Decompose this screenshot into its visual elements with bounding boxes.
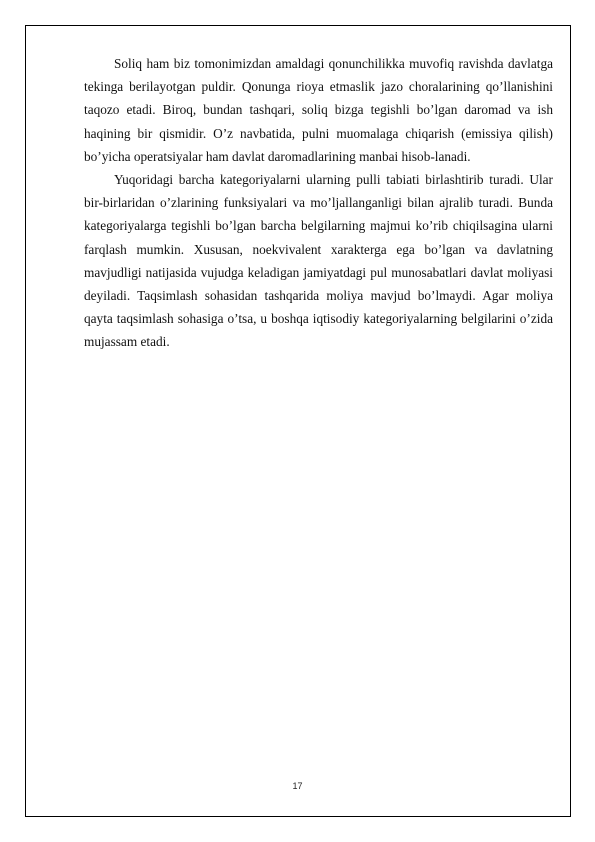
paragraph-1: Soliq ham biz tomonimizdan amaldagi qonunchilikka muvofiq ravishda davlatga tekinga berilayotgan puldir. Qonunga rioya etmaslik jazo choralarining qo’llanishini taqozo etadi. Biroq, bundan tashqari, soliq bizga tegishli bo’lgan daromad va ish haqining bir qismidir. O’z navbatida, pulni muomalaga chiqarish (emissiya qilish) bo’yicha operatsiyalar ham davlat daromadlarining manbai hisob-lanadi. <box>84 56 553 164</box>
document-body <box>84 52 553 354</box>
paragraph-2: Yuqoridagi barcha kategoriyalarni ularning pulli tabiati birlashtirib turadi. Ular bir-birlaridan o’zlarining funksiyalari va mo’ljallanganligi bilan ajralib turadi. Bunda kategoriyalarga tegishli bo’lgan barcha belgilarning majmui ko’rib chiqilsagina ularni farqlash mumkin. Xususan, noekvivalent xarakterga ega bo’lgan va davlatning mavjudligi natijasida vujudga keladigan jamiyatdagi pul munosabatlari davlat moliyasi deyiladi. Taqsimlash sohasidan tashqarida moliya mavjud bo’lmaydi. Agar moliya qayta taqsimlash sohasiga o’tsa, u boshqa iqtisodiy kategoriyalarning belgilarini o’zida mujassam etadi. <box>84 172 553 350</box>
page-number: 17 <box>292 781 303 791</box>
